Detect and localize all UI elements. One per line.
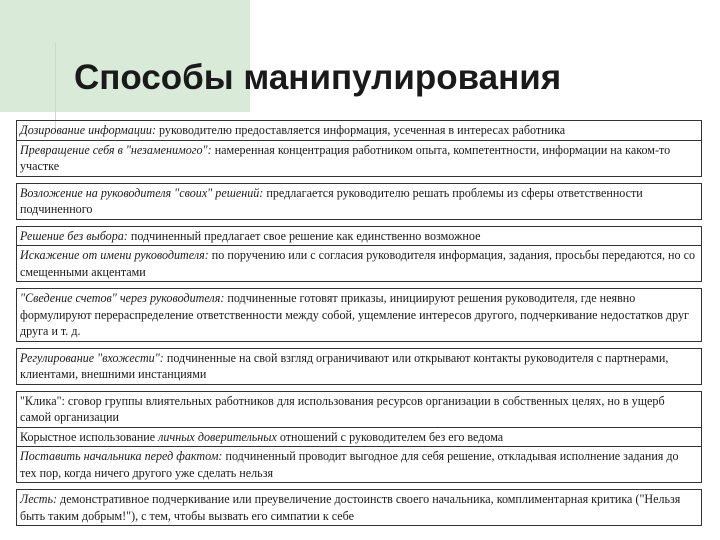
method-description: отношений с руководителем без его ведома xyxy=(276,429,504,444)
method-description: подчиненные готовят приказы, инициируют решения руководителя, где неявно формулируют перераспределение ответственности между собой, ущемление интересов другого, подчеркивание недостатков друг друга и т. д. xyxy=(20,291,689,338)
method-description: подчиненный предлагает свое решение как единственно возможное xyxy=(127,228,481,243)
method-fait-accompli xyxy=(16,446,702,483)
method-description: демонстративное подчеркивание или преувеличение достоинств своего начальника, комплиментарная критика ("Нельзя быть таким добрым!"), с тем, чтобы вызвать его симпатии к себе xyxy=(20,492,681,523)
method-term: Дозирование информации: xyxy=(20,123,156,137)
method-delegating-upward xyxy=(16,183,702,220)
method-term: "Сведение счетов" через руководителя: xyxy=(20,291,225,305)
method-term: Поставить начальника перед фактом: xyxy=(20,449,223,463)
method-description: по поручению или с согласия руководителя информация, задания, просьбы передаются, но со смещенными акцентами xyxy=(20,248,696,279)
method-selfish-trust-use xyxy=(16,427,702,448)
method-term: личных доверительных xyxy=(158,429,277,444)
method-description: руководителю предоставляется информация, усеченная в интересах работника xyxy=(156,123,566,137)
method-becoming-indispensable xyxy=(16,140,702,177)
method-description: подчиненный проводит выгодное для себя решение, откладывая исполнение задания до тех пор, когда ничего другого уже сделать нельзя xyxy=(20,449,679,480)
method-term: Искажение от имени руководителя: xyxy=(20,248,209,262)
method-no-choice-decision xyxy=(16,226,702,247)
methods-list xyxy=(16,120,702,526)
slide-title: Способы манипулирования xyxy=(74,58,562,97)
method-term: Превращение себя в "незаменимого": xyxy=(20,142,212,157)
method-settling-scores xyxy=(16,288,702,342)
method-term: Решение без выбора: xyxy=(20,228,128,243)
method-dosing-information xyxy=(16,120,702,141)
method-distortion-on-behalf xyxy=(16,245,702,282)
method-flattery xyxy=(16,489,702,526)
method-term: Возложение на руководителя "своих" решений: xyxy=(20,185,264,200)
method-prefix: Корыстное использование xyxy=(20,429,159,444)
accent-vertical-line xyxy=(55,42,56,132)
method-description: предлагается руководителю решать проблемы из сферы ответственности подчиненного xyxy=(20,185,643,216)
method-clique xyxy=(16,391,702,428)
method-description: намеренная концентрация работником опыта, компетентности, информации на каком-то участке xyxy=(20,142,671,173)
method-description: "Клика": сговор группы влиятельных работников для использования ресурсов организации в собственных целях, но в ущерб самой организации xyxy=(20,393,665,424)
method-description: подчиненные на свой взгляд ограничивают или открывают контакты руководителя с партнерами, клиентами, внешними инстанциями xyxy=(20,350,669,381)
method-term: Лесть: xyxy=(20,492,58,506)
method-access-regulation xyxy=(16,348,702,385)
method-term: Регулирование "вхожести": xyxy=(20,350,164,365)
